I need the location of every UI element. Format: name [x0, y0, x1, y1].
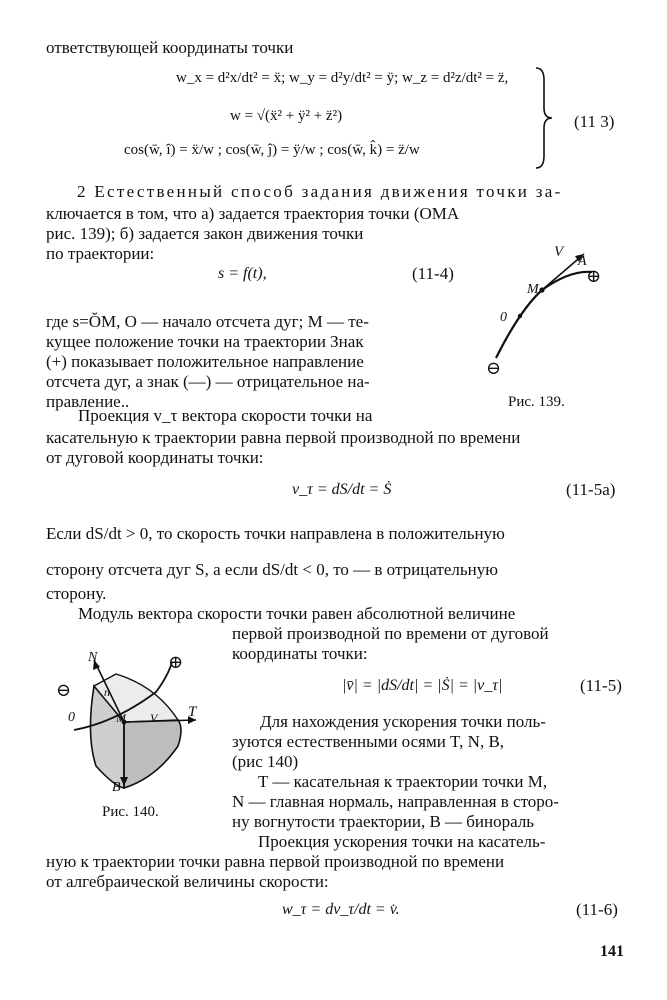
point-m: [539, 287, 544, 292]
text-line: ну вогнутости траектории, B — бинораль: [232, 812, 535, 831]
figure-caption: Рис. 139.: [508, 394, 565, 410]
fig139-plus-icon: ⊕: [586, 266, 602, 286]
fig140-label-v: V: [150, 711, 158, 725]
equation-number: (11 3): [574, 112, 615, 131]
equation-number: (11-5a): [566, 480, 616, 499]
equation: s = f(t),: [218, 265, 267, 282]
fig139-minus-icon: ⊖: [486, 358, 502, 378]
equation-number: (11-4): [412, 264, 454, 283]
text-line: от алгебраической величины скорости:: [46, 872, 329, 891]
page-number: 141: [600, 943, 624, 960]
fig139-label-v: V: [554, 244, 564, 260]
text-line: Проекция v_τ вектора скорости точки на: [78, 406, 373, 425]
text-line: сторону отсчета дуг S, а если dS/dt < 0, то — в отрицательную: [46, 560, 498, 579]
equation-number: (11-5): [580, 676, 622, 695]
text-line: Модуль вектора скорости точки равен абсолютной величине: [78, 604, 516, 623]
text-line: сторону.: [46, 584, 107, 603]
figure-caption: Рис. 140.: [102, 804, 159, 820]
text-line: от дуговой координаты точки:: [46, 448, 264, 467]
equation: |v̄| = |dS/dt| = |Ṡ| = |v_τ|: [342, 677, 503, 694]
fig140-label-nn: n: [104, 685, 110, 699]
text-line: ответствующей координаты точки: [46, 38, 294, 57]
text-line: где s=ŎM, O — начало отсчета дуг; M — те-: [46, 312, 369, 331]
fig140-label-n: N: [88, 650, 98, 665]
text-line: координаты точки:: [232, 644, 368, 663]
text-line: касательную к траектории равна первой производной по времени: [46, 428, 521, 447]
text-line: Если dS/dt > 0, то скорость точки направлена в положительную: [46, 524, 505, 543]
equation: v_τ = dS/dt = Ṡ: [292, 481, 392, 498]
text-line: правление..: [46, 392, 130, 411]
rectifying-plane: [124, 720, 181, 788]
fig139-label-o: 0: [500, 310, 507, 325]
text-line: (+) показывает положительное направление: [46, 352, 364, 371]
fig140-minus-icon: ⊖: [56, 680, 72, 700]
trajectory-curve: [496, 272, 592, 358]
text-line: (рис 140): [232, 752, 299, 771]
text-line: рис. 139); б) задается закон движения точки: [46, 224, 364, 243]
text-line: отсчета дуг, а знак (—) — отрицательное на-: [46, 372, 370, 391]
equation-row: w = √(ẍ² + ÿ² + z̈²): [230, 108, 343, 124]
text-line: ную к траектории точки равна первой производной по времени: [46, 852, 505, 871]
fig140-label-o: 0: [68, 710, 75, 725]
equation: w_τ = dv_τ/dt = v̇.: [282, 901, 400, 918]
fig140-label-b: B: [112, 780, 121, 795]
fig139-label-a: A: [578, 254, 587, 269]
text-line: ключается в том, что а) задается траектория точки (ОМА: [46, 204, 460, 223]
equation-row: cos(w̄, î) = ẍ/w ; cos(w̄, ĵ) = ÿ/w ; cos(w̄, k̂) = z̈/w: [124, 142, 420, 158]
fig140-label-m: M: [116, 711, 126, 725]
text-line: 2 Естественный способ задания движения точки за-: [77, 182, 563, 201]
point-o: [518, 314, 522, 318]
text-line: кущее положение точки на траектории Знак: [46, 332, 364, 351]
text-line: N — главная нормаль, направленная в сторо-: [232, 792, 559, 811]
text-line: Для нахождения ускорения точки поль-: [260, 712, 546, 731]
fig140-label-t: T: [188, 704, 197, 720]
text-line: T — касательная к траектории точки M,: [258, 772, 548, 791]
equation-number: (11-6): [576, 900, 618, 919]
text-line: по траектории:: [46, 244, 155, 263]
text-line: первой производной по времени от дуговой: [232, 624, 549, 643]
text-line: зуются естественными осями T, N, B,: [232, 732, 505, 751]
right-brace: [532, 66, 556, 170]
text-line: Проекция ускорения точки на касатель-: [258, 832, 546, 851]
fig139-label-m: M: [527, 282, 539, 297]
equation-row: w_x = d²x/dt² = ẍ; w_y = d²y/dt² = ÿ; w_z = d²z/dt² = z̈,: [176, 70, 509, 86]
fig140-plus-icon: ⊕: [168, 652, 184, 672]
